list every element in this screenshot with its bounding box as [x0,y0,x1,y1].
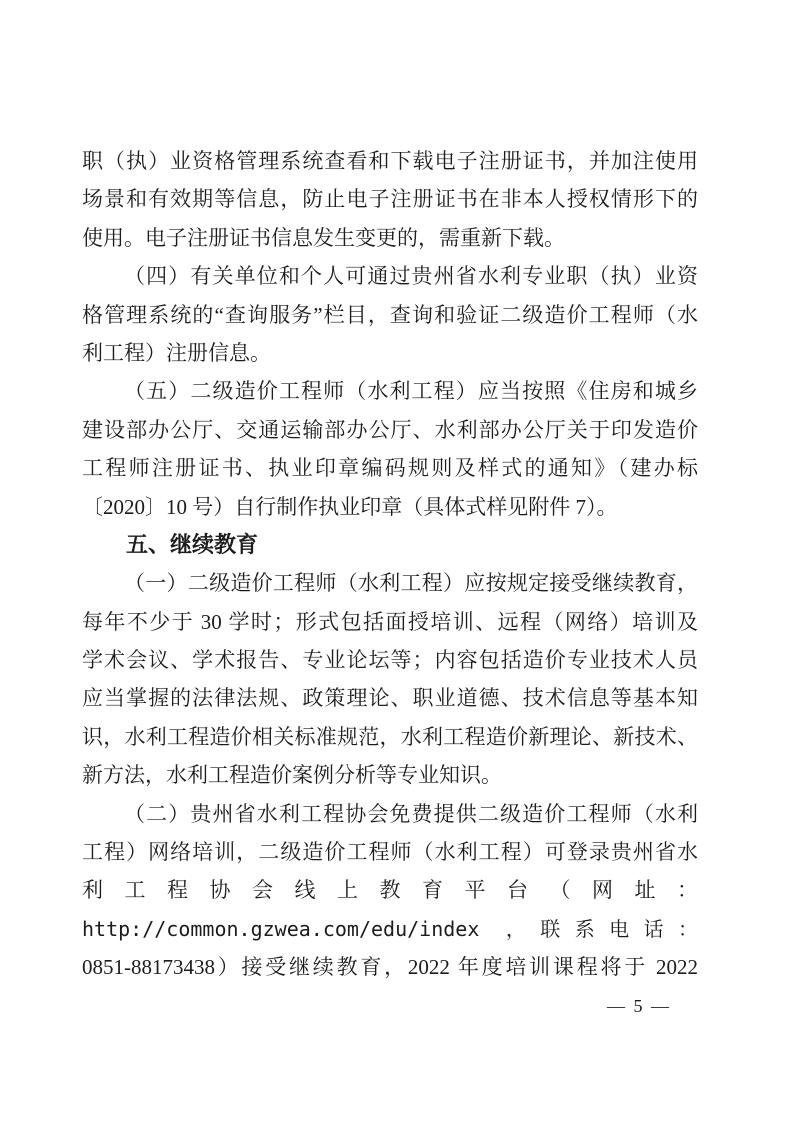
text-line: 利工程）注册信息。 [82,340,271,365]
section-heading-continuing-education: 五、继续教育 [126,531,259,557]
text-line: 格管理系统的“查询服务”栏目，查询和验证二级造价工程师（水 [82,302,698,327]
paragraph-registration-certificate [82,142,698,257]
paragraph-item-1 [82,564,698,794]
document-body [82,142,698,987]
text-line: （一）二级造价工程师（水利工程）应按规定接受继续教育， [124,571,698,596]
text-line: （五）二级造价工程师（水利工程）应当按照《住房和城乡 [124,379,698,404]
text-line: 场景和有效期等信息，防止电子注册证书在非本人授权情形下的 [82,187,698,212]
text-line: （二）贵州省水利工程协会免费提供二级造价工程师（水利 [124,801,698,826]
text-line: 每年不少于 30 学时；形式包括面授培训、远程（网络）培训及 [82,609,698,634]
text-line: 工程师注册证书、执业印章编码规则及样式的通知》（建办标 [82,456,698,481]
text-line: （四）有关单位和个人可通过贵州省水利专业职（执）业资 [124,264,698,289]
training-platform-url: http://common.gzwea.com/edu/index ，联系电话： [82,916,698,941]
paragraph-item-5 [82,372,698,526]
text-line: 0851-88173438）接受继续教育，2022 年度培训课程将于 2022 [82,955,698,980]
text-line: 使用。电子注册证书信息发生变更的，需重新下载。 [82,225,565,250]
text-line: 工程）网络培训，二级造价工程师（水利工程）可登录贵州省水 [82,840,698,865]
text-line: 应当掌握的法律法规、政策理论、职业道德、技术信息等基本知 [82,686,698,711]
page-number: — 5 — [607,996,671,1016]
text-line: 建设部办公厅、交通运输部办公厅、水利部办公厅关于印发造价 [82,417,698,442]
text-line: 〔2020〕10 号）自行制作执业印章（具体式样见附件 7）。 [82,494,618,519]
paragraph-item-2 [82,795,698,987]
paragraph-item-4 [82,257,698,372]
text-line: 学术会议、学术报告、专业论坛等；内容包括造价专业技术人员 [82,648,698,673]
text-line: 职（执）业资格管理系统查看和下载电子注册证书，并加注使用 [82,149,698,173]
text-line: 新方法，水利工程造价案例分析等专业知识。 [82,763,502,788]
text-line: 识，水利工程造价相关标准规范，水利工程造价新理论、新技术、 [82,724,698,749]
text-line: 利工程协会线上教育平台（网址： [82,878,698,903]
